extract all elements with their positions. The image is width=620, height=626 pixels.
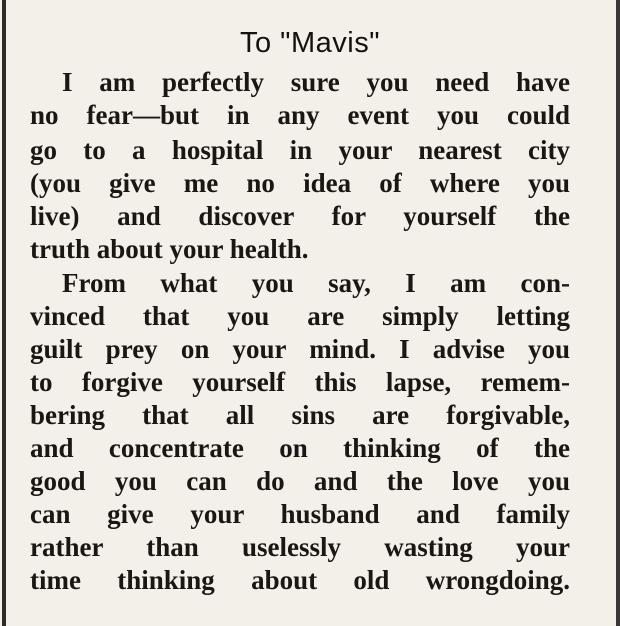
text-line: no fear—but in any event you could — [30, 100, 570, 130]
text-line: truth about your health. — [30, 234, 309, 264]
text-line: guilt prey on your mind. I advise you — [30, 334, 570, 364]
text-line: live) and discover for yourself the — [30, 201, 570, 231]
text-line: I am perfectly sure you need have — [62, 67, 570, 97]
left-border — [2, 0, 6, 626]
right-border — [616, 0, 620, 626]
text-line: rather than uselessly wasting your — [30, 532, 570, 562]
text-line: From what you say, I am con- — [62, 268, 570, 298]
text-line: to forgive yourself this lapse, remem- — [30, 367, 570, 397]
text-line: vinced that you are simply letting — [30, 301, 570, 331]
article-title: To "Mavis" — [239, 27, 380, 59]
text-line: bering that all sins are forgivable, — [30, 400, 570, 430]
text-line: can give your husband and family — [30, 499, 570, 529]
text-line: and concentrate on thinking of the — [30, 433, 570, 463]
text-line: good you can do and the love you — [30, 466, 570, 496]
text-line: (you give me no idea of where you — [30, 168, 570, 198]
text-line: go to a hospital in your nearest city — [30, 135, 570, 165]
text-line: time thinking about old wrongdoing. — [30, 565, 570, 595]
